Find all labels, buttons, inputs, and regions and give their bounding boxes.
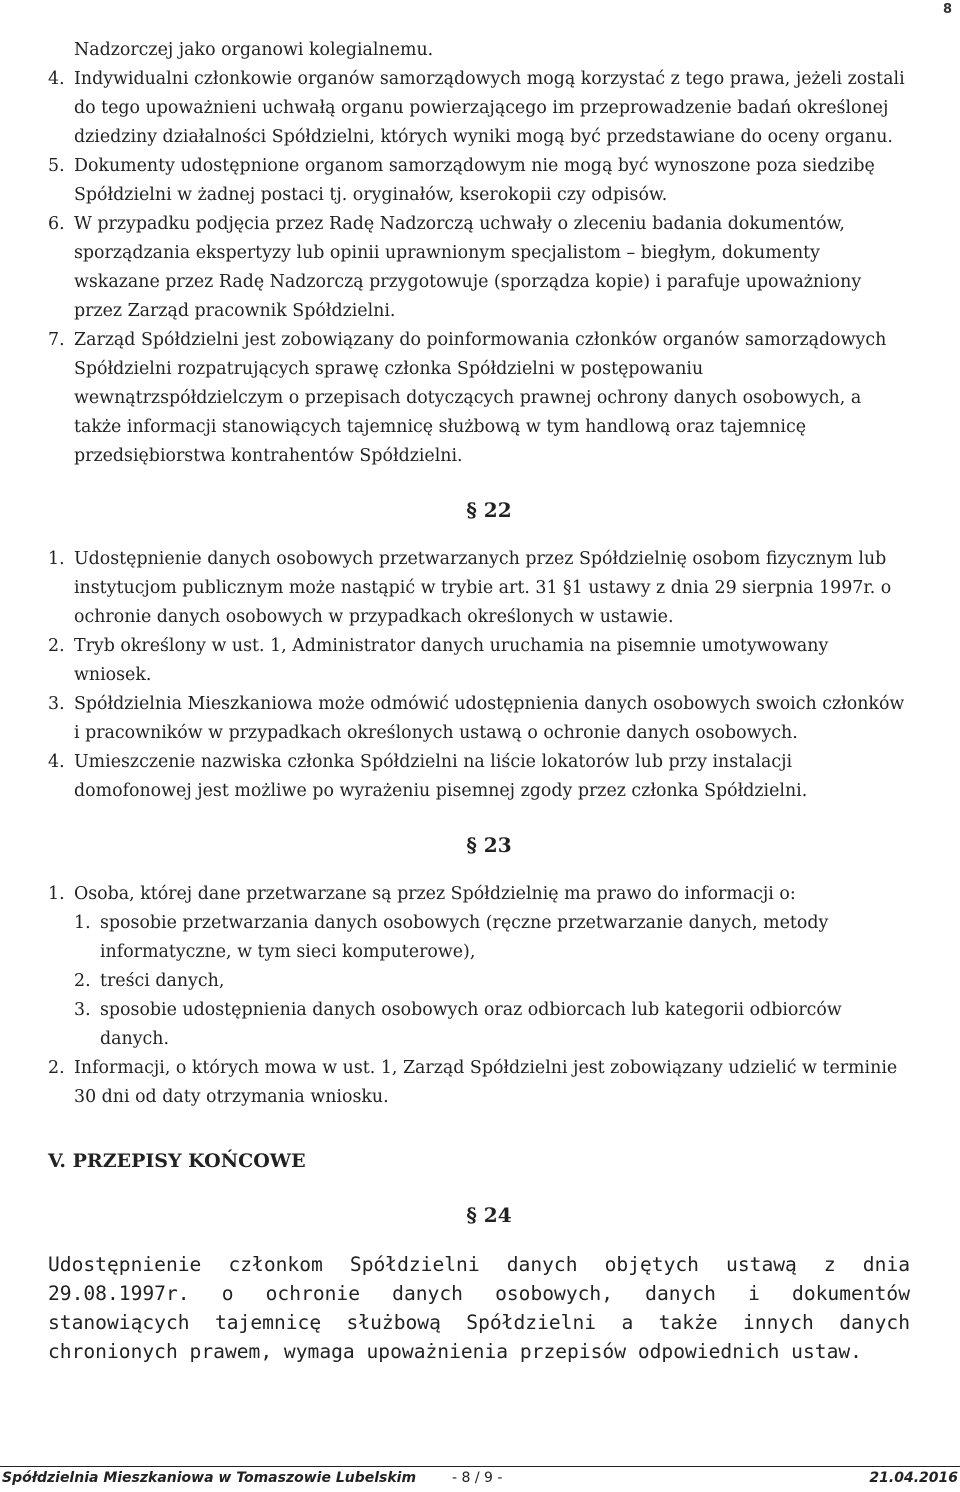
- list-item: [48, 65, 910, 152]
- sublist-item: [74, 996, 910, 1054]
- section22-list: [48, 545, 910, 806]
- section-24-heading: § 24: [466, 1203, 512, 1227]
- list-item: [48, 880, 910, 909]
- list-item-text: Udostępnienie danych osobowych przetwarzanych przez Spółdzielnię osobom fizycznym lub instytucjom publicznym może nastąpić w trybie art. 31 §1 ustawy z dnia 29 sierpnia 1997r. o ochronie danych osobowych w przypadkach określonych w ustawie.: [74, 549, 892, 627]
- list-item: [48, 326, 910, 471]
- chapter-heading: V. PRZEPISY KOŃCOWE: [48, 1150, 306, 1172]
- sublist-item: [74, 967, 910, 996]
- sublist-item-text: sposobie udostępnienia danych osobowych oraz odbiorcach lub kategorii odbiorców danych.: [100, 1000, 842, 1049]
- sublist-item-number: 2.: [74, 971, 91, 991]
- section21-list: [48, 65, 910, 471]
- list-item-text: W przypadku podjęcia przez Radę Nadzorczą uchwały o zleceniu badania dokumentów, sporządzania ekspertyzy lub opinii uprawnionym specjalistom – biegłym, dokumenty wskazane przez Radę Nadzorczą przygotowuje (sporządza kopie) i parafuje upoważniony przez Zarząd pracownik Spółdzielni.: [74, 214, 862, 321]
- section23-list: [48, 880, 910, 1112]
- sublist-item-number: 1.: [74, 913, 91, 933]
- list-item-number: 2.: [48, 636, 65, 656]
- list-item-number: 3.: [48, 694, 65, 714]
- list-item-text: Osoba, której dane przetwarzane są przez Spółdzielnię ma prawo do informacji o:: [74, 884, 796, 904]
- list-item-text: Tryb określony w ust. 1, Administrator danych uruchamia na pisemnie umotywowany wniosek.: [74, 636, 829, 685]
- list-item-text: Indywidualni członkowie organów samorządowych mogą korzystać z tego prawa, jeżeli zostali do tego upoważnieni uchwałą organu powierzającego im przeprowadzenie badań określonej dziedziny działalności Spółdzielni, których wyniki mogą być przedstawiane do oceny organu.: [74, 69, 905, 147]
- sublist-item-number: 3.: [74, 1000, 91, 1020]
- list-item: [48, 210, 910, 326]
- list-item: [48, 545, 910, 632]
- list-item-text: Zarząd Spółdzielni jest zobowiązany do poinformowania członków organów samorządowych Spółdzielni rozpatrujących sprawę członka Spółdzielni w postępowaniu wewnątrzspółdzielczym o przepisach dotyczących prawnej ochrony danych osobowych, a także informacji stanowiących tajemnicę służbową w tym handlową oraz tajemnicę przedsiębiorstwa kontrahentów Spółdzielni.: [74, 330, 887, 466]
- sublist-item-text: treści danych,: [100, 971, 225, 991]
- list-item-text: Umieszczenie nazwiska członka Spółdzielni na liście lokatorów lub przy instalacji domofonowej jest możliwe po wyrażeniu pisemnej zgody przez członka Spółdzielni.: [74, 752, 808, 801]
- sublist-item-text: sposobie przetwarzania danych osobowych (ręczne przetwarzanie danych, metody informatyczne, w tym sieci komputerowe),: [100, 913, 829, 962]
- list-item-number: 5.: [48, 156, 65, 176]
- document-body: [48, 36, 910, 1366]
- list-item-number: 4.: [48, 752, 65, 772]
- list-item-number: 6.: [48, 214, 65, 234]
- list-item-number: 7.: [48, 330, 65, 350]
- list-item-text: Informacji, o których mowa w ust. 1, Zarząd Spółdzielni jest zobowiązany udzielić w terminie 30 dni od daty otrzymania wniosku.: [74, 1058, 898, 1107]
- list-item-number: 4.: [48, 69, 65, 89]
- list-item-number: 1.: [48, 884, 65, 904]
- list-item-number: 2.: [48, 1058, 65, 1078]
- sublist-item: [74, 909, 910, 967]
- sublist: [74, 909, 910, 1054]
- list-item-text: Dokumenty udostępnione organom samorządowym nie mogą być wynoszone poza siedzibę Spółdzielni w żadnej postaci tj. oryginałów, kserokopii czy odpisów.: [74, 156, 875, 205]
- section-24-text: Udostępnienie członkom Spółdzielni danych objętych ustawą z dnia 29.08.1997r. o ochronie danych osobowych, danych i dokumentów stanowiących tajemnicę służbową Spółdzielni a także innych danych chronionych prawem, wymaga upoważnienia przepisów odpowiednich ustaw.: [48, 1253, 910, 1363]
- continued-text: Nadzorczej jako organowi kolegialnemu.: [74, 40, 434, 60]
- footer-date: 21.04.2016: [869, 1470, 958, 1486]
- list-item: [48, 690, 910, 748]
- page-footer: [0, 1466, 960, 1492]
- footer-organization: Spółdzielnia Mieszkaniowa w Tomaszowie Lubelskim: [2, 1470, 417, 1486]
- page-number: 8: [942, 2, 952, 17]
- footer-page-indicator: - 8 / 9 -: [452, 1470, 503, 1486]
- list-item-number: 1.: [48, 549, 65, 569]
- list-item: [48, 748, 910, 806]
- list-item: [48, 152, 910, 210]
- list-item-text: Spółdzielnia Mieszkaniowa może odmówić udostępnienia danych osobowych swoich członków i pracowników w przypadkach określonych ustawą o ochronie danych osobowych.: [74, 694, 905, 743]
- section-23-heading: § 23: [466, 833, 512, 857]
- section-22-heading: § 22: [466, 498, 512, 522]
- list-item: [48, 1054, 910, 1112]
- list-item: [48, 632, 910, 690]
